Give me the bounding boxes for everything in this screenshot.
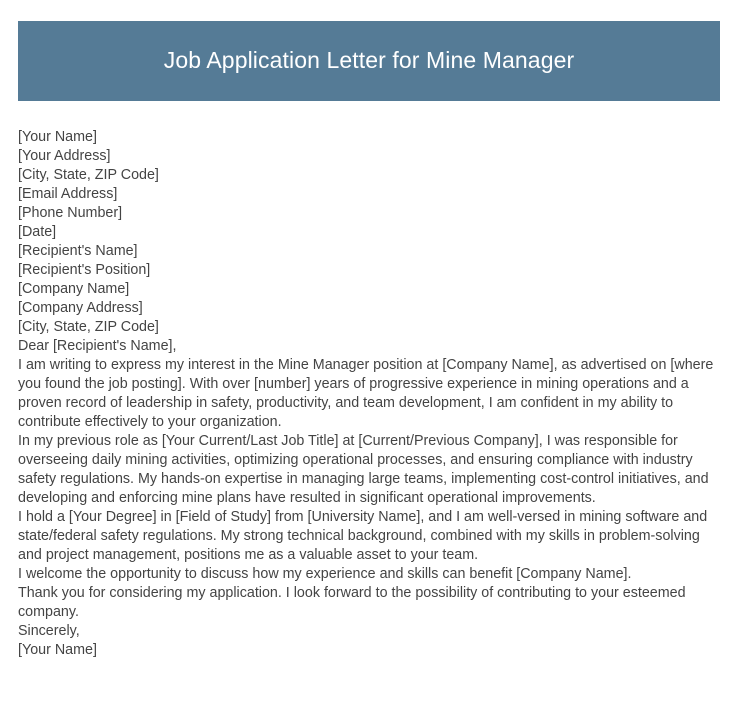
body-paragraph: I hold a [Your Degree] in [Field of Study] from [University Name], and I am well-versed in mining software and state/federal safety regulations. My strong technical background, combined with my skills in problem-solving and project management, positions me as a valuable asset to your team. — [18, 509, 712, 563]
recipient-line: [Company Name] — [18, 281, 130, 297]
sender-address-block — [18, 128, 724, 242]
closing-block — [18, 622, 724, 660]
body-paragraph: I am writing to express my interest in the Mine Manager position at [Company Name], as advertised on [where you found the job posting]. With over [number] years of progressive experience in mining operations and a proven record of leadership in safety, productivity, and team development, I am confident in my ability to contribute effectively to your organization. — [18, 357, 718, 430]
sender-line: [City, State, ZIP Code] — [18, 167, 159, 183]
letter-header-banner — [18, 21, 720, 101]
sender-line: [Phone Number] — [18, 205, 123, 221]
recipient-line: [City, State, ZIP Code] — [18, 319, 159, 335]
sender-line: [Date] — [18, 224, 57, 240]
page-title: Job Application Letter for Mine Manager — [163, 47, 575, 74]
letter-body — [18, 128, 724, 660]
salutation: Dear [Recipient's Name], — [18, 338, 177, 354]
body-paragraph: I welcome the opportunity to discuss how my experience and skills can benefit [Company Name]. — [18, 566, 632, 582]
signature-name: [Your Name] — [18, 642, 97, 658]
sender-line: [Email Address] — [18, 186, 118, 202]
recipient-line: [Company Address] — [18, 300, 143, 316]
recipient-line: [Recipient's Name] — [18, 243, 138, 259]
body-paragraph: Thank you for considering my application. I look forward to the possibility of contributing to your esteemed company. — [18, 585, 690, 620]
valediction: Sincerely, — [18, 623, 80, 639]
recipient-line: [Recipient's Position] — [18, 262, 151, 278]
recipient-address-block — [18, 242, 724, 337]
sender-line: [Your Address] — [18, 148, 111, 164]
body-paragraph: In my previous role as [Your Current/Last Job Title] at [Current/Previous Company], I was responsible for overseeing daily mining activities, optimizing operational processes, and ensuring compliance with industry safety regulations. My hands-on expertise in managing large teams, implementing cost-control initiatives, and developing and enforcing mine plans have resulted in significant operational improvements. — [18, 433, 713, 506]
sender-line: [Your Name] — [18, 129, 97, 145]
